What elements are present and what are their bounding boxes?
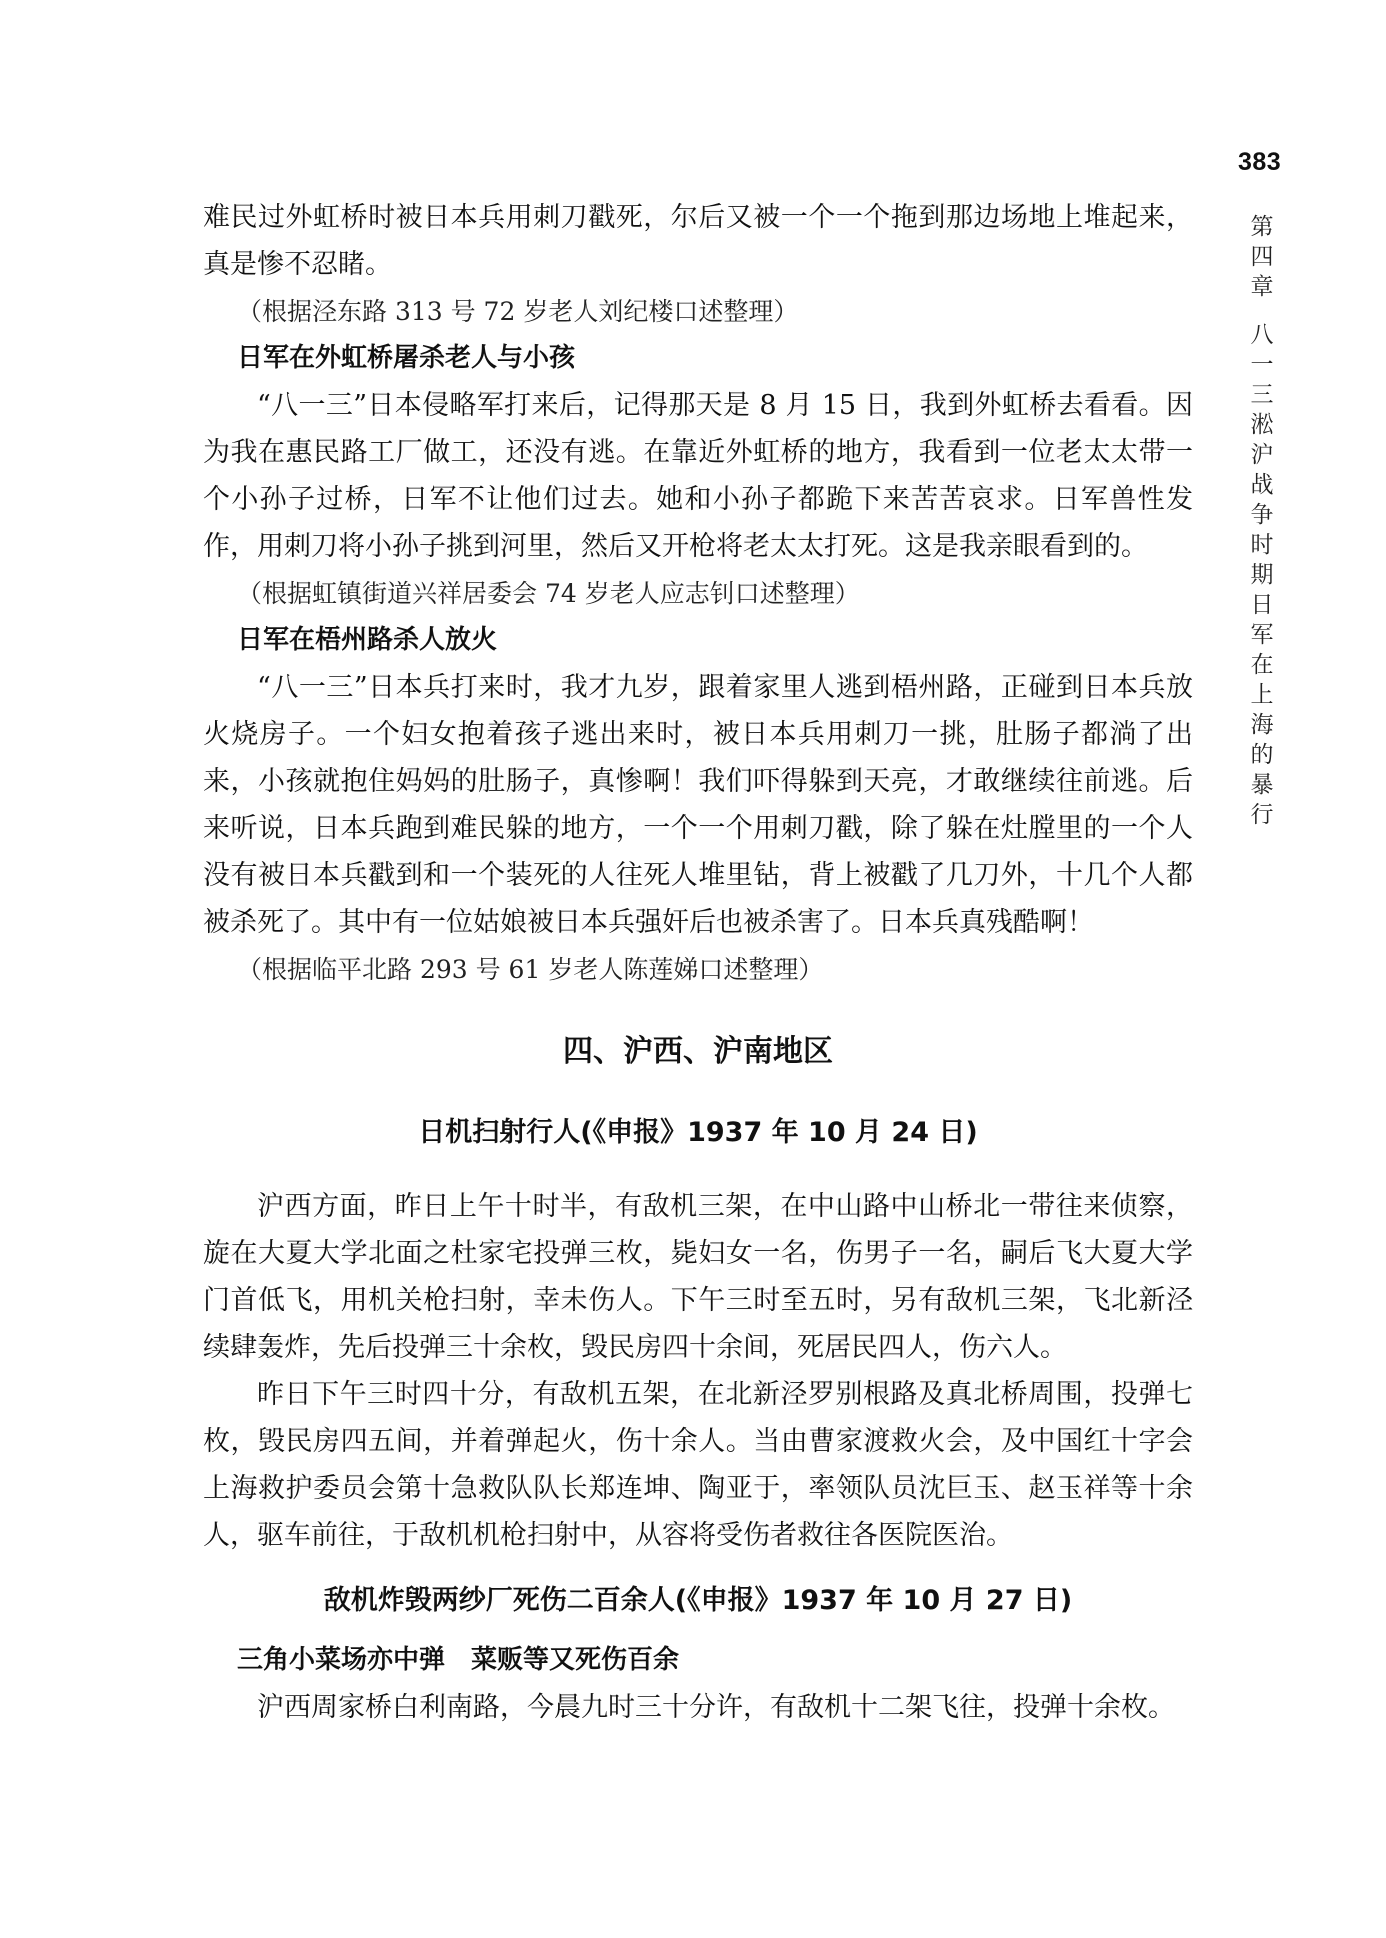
running-head-char: 沪 [1250,442,1274,468]
running-head-title [1247,320,1277,830]
running-head-char: 时 [1250,532,1274,558]
running-head-char: 章 [1250,274,1274,300]
article-title: 敌机炸毁两纱厂死伤二百余人(《申报》1937 年 10 月 27 日) [323,1585,1073,1616]
running-head-chapter [1247,212,1277,302]
page-body [203,194,1193,1731]
running-head-char: 海 [1250,712,1274,738]
running-head-char: 一 [1250,352,1274,378]
subheading: 日军在外虹桥屠杀老人与小孩 [237,343,576,373]
running-head-char: 在 [1250,652,1274,678]
body-paragraph: “八一三”日本侵略军打来后，记得那天是 8 月 15 日，我到外虹桥去看看。因为我在惠民路工厂做工，还没有逃。在靠近外虹桥的地方，我看到一位老太太带一个小孙子过桥，日军不让他们过去。她和小孙子都跪下来苦苦哀求。日军兽性发作，用刺刀将小孙子挑到河里，然后又开枪将老太太打死。这是我亲眼看到的。 [203,390,1193,562]
subheading: 三角小菜场亦中弹 菜贩等又死伤百余 [237,1645,680,1675]
body-paragraph-continued: 难民过外虹桥时被日本兵用刺刀戳死，尔后又被一个一个拖到那边场地上堆起来，真是惨不忍睹。 [203,202,1193,280]
page-number: 383 [1238,148,1282,176]
subheading: 日军在梧州路杀人放火 [237,625,498,655]
running-head-char: 期 [1250,562,1274,588]
source-note: （根据泾东路 313 号 72 岁老人刘纪楼口述整理） [237,297,799,326]
running-head-char: 八 [1250,322,1274,348]
body-paragraph: “八一三”日本兵打来时，我才九岁，跟着家里人逃到梧州路，正碰到日本兵放火烧房子。一个妇女抱着孩子逃出来时，被日本兵用刺刀一挑，肚肠子都淌了出来，小孩就抱住妈妈的肚肠子，真惨啊！我们吓得躲到天亮，才敢继续往前逃。后来听说，日本兵跑到难民躲的地方，一个一个用刺刀戳，除了躲在灶膛里的一个人没有被日本兵戳到和一个装死的人往死人堆里钻，背上被戳了几刀外，十几个人都被杀死了。其中有一位姑娘被日本兵强奸后也被杀害了。日本兵真残酷啊！ [203,672,1193,938]
running-head-char: 军 [1250,622,1274,648]
source-note: （根据临平北路 293 号 61 岁老人陈莲娣口述整理） [237,955,824,984]
running-head-char: 三 [1250,382,1274,408]
running-head-char: 淞 [1250,412,1274,438]
running-head-char: 争 [1250,502,1274,528]
running-head-char: 暴 [1250,772,1274,798]
running-head-char: 的 [1250,742,1274,768]
running-head-char: 四 [1250,244,1274,270]
running-head [1247,212,1277,830]
running-head-char: 上 [1250,682,1274,708]
running-head-char: 战 [1250,472,1274,498]
running-head-char: 行 [1250,802,1274,828]
body-paragraph: 昨日下午三时四十分，有敌机五架，在北新泾罗别根路及真北桥周围，投弹七枚，毁民房四五间，并着弹起火，伤十余人。当由曹家渡救火会，及中国红十字会上海救护委员会第十急救队队长郑连坤、陶亚于，率领队员沈巨玉、赵玉祥等十余人，驱车前往，于敌机机枪扫射中，从容将受伤者救往各医院医治。 [203,1379,1193,1551]
running-head-char: 日 [1250,592,1274,618]
source-note: （根据虹镇街道兴祥居委会 74 岁老人应志钊口述整理） [237,579,860,608]
article-title: 日机扫射行人(《申报》1937 年 10 月 24 日) [418,1117,978,1148]
section-title: 四、沪西、沪南地区 [563,1034,833,1069]
body-paragraph: 沪西周家桥白利南路，今晨九时三十分许，有敌机十二架飞往，投弹十余枚。 [257,1692,1175,1723]
running-head-char: 第 [1250,214,1274,240]
body-paragraph: 沪西方面，昨日上午十时半，有敌机三架，在中山路中山桥北一带往来侦察，旋在大夏大学北面之杜家宅投弹三枚，毙妇女一名，伤男子一名，嗣后飞大夏大学门首低飞，用机关枪扫射，幸未伤人。下午三时至五时，另有敌机三架，飞北新泾续肆轰炸，先后投弹三十余枚，毁民房四十余间，死居民四人，伤六人。 [203,1191,1193,1363]
